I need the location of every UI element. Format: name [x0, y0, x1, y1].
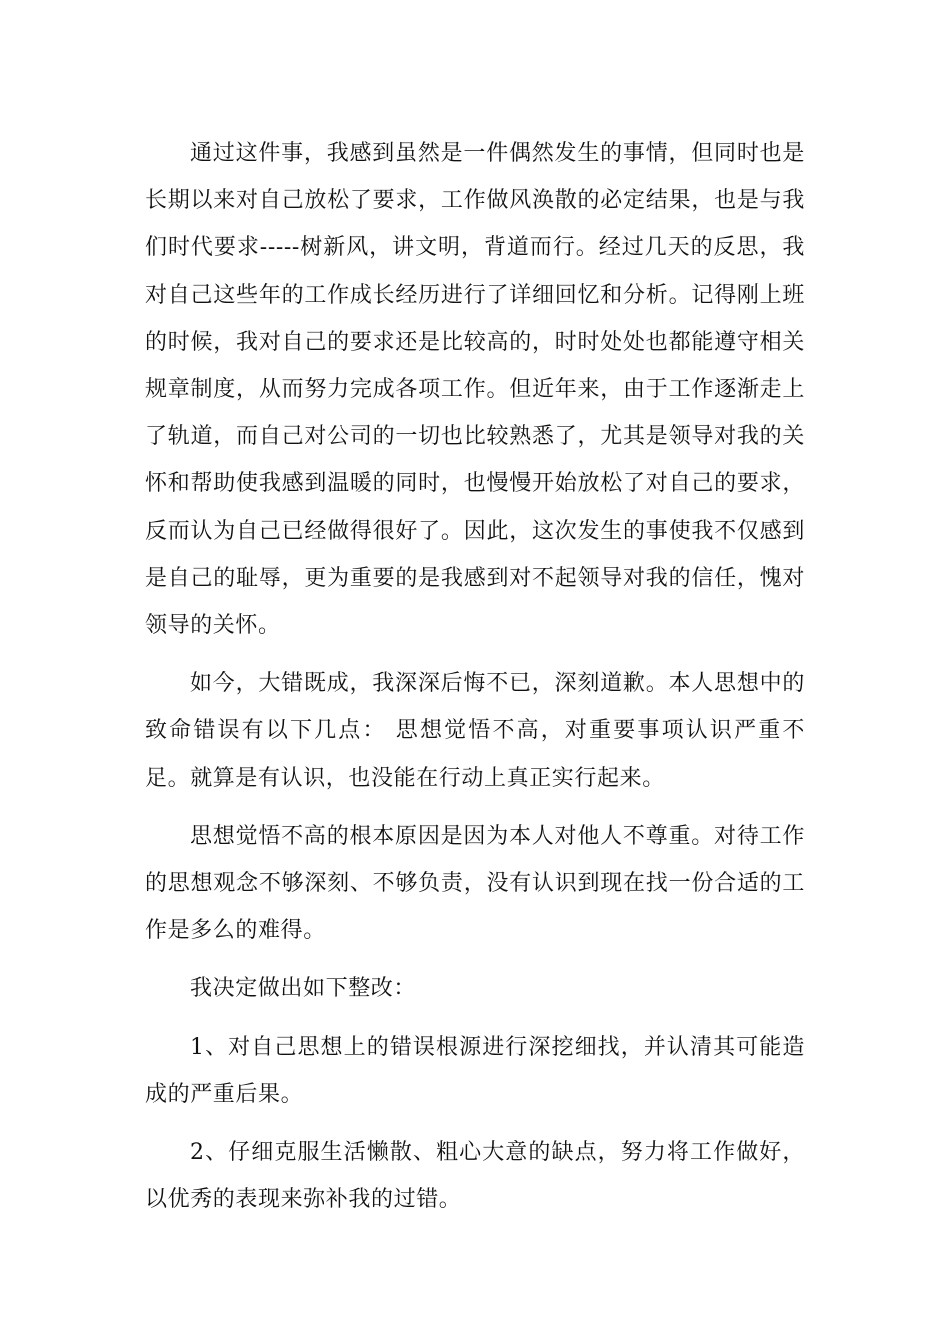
paragraph-root-cause: 思想觉悟不高的根本原因是因为本人对他人不尊重。对待工作的思想观念不够深刻、不够负责，没有认识到现在找一份合适的工作是多么的难得。 [145, 823, 805, 944]
document-body [145, 130, 805, 1234]
paragraph-rectification-item-1: 1、对自己思想上的错误根源进行深挖细找，并认清其可能造成的严重后果。 [145, 1034, 805, 1107]
paragraph-rectification-item-2: 2、仔细克服生活懒散、粗心大意的缺点，努力将工作做好，以优秀的表现来弥补我的过错。 [145, 1140, 805, 1213]
paragraph-reflection: 通过这件事，我感到虽然是一件偶然发生的事情，但同时也是长期以来对自己放松了要求，工作做风涣散的必定结果，也是与我们时代要求-----树新风，讲文明，背道而行。经过几天的反思，我对自己这些年的工作成长经历进行了详细回忆和分析。记得刚上班的时候，我对自己的要求还是比较高的，时时处处也都能遵守相关规章制度，从而努力完成各项工作。但近年来，由于工作逐渐走上了轨道，而自己对公司的一切也比较熟悉了，尤其是领导对我的关怀和帮助使我感到温暖的同时，也慢慢开始放松了对自己的要求，反而认为自己已经做得很好了。因此，这次发生的事使我不仅感到是自己的耻辱，更为重要的是我感到对不起领导对我的信任，愧对领导的关怀。 [145, 141, 805, 639]
paragraph-apology: 如今，大错既成，我深深后悔不已，深刻道歉。本人思想中的致命错误有以下几点： 思想觉悟不高，对重要事项认识严重不足。就算是有认识，也没能在行动上真正实行起来。 [145, 671, 805, 791]
paragraph-rectification-intro: 我决定做出如下整改： [190, 976, 417, 1002]
